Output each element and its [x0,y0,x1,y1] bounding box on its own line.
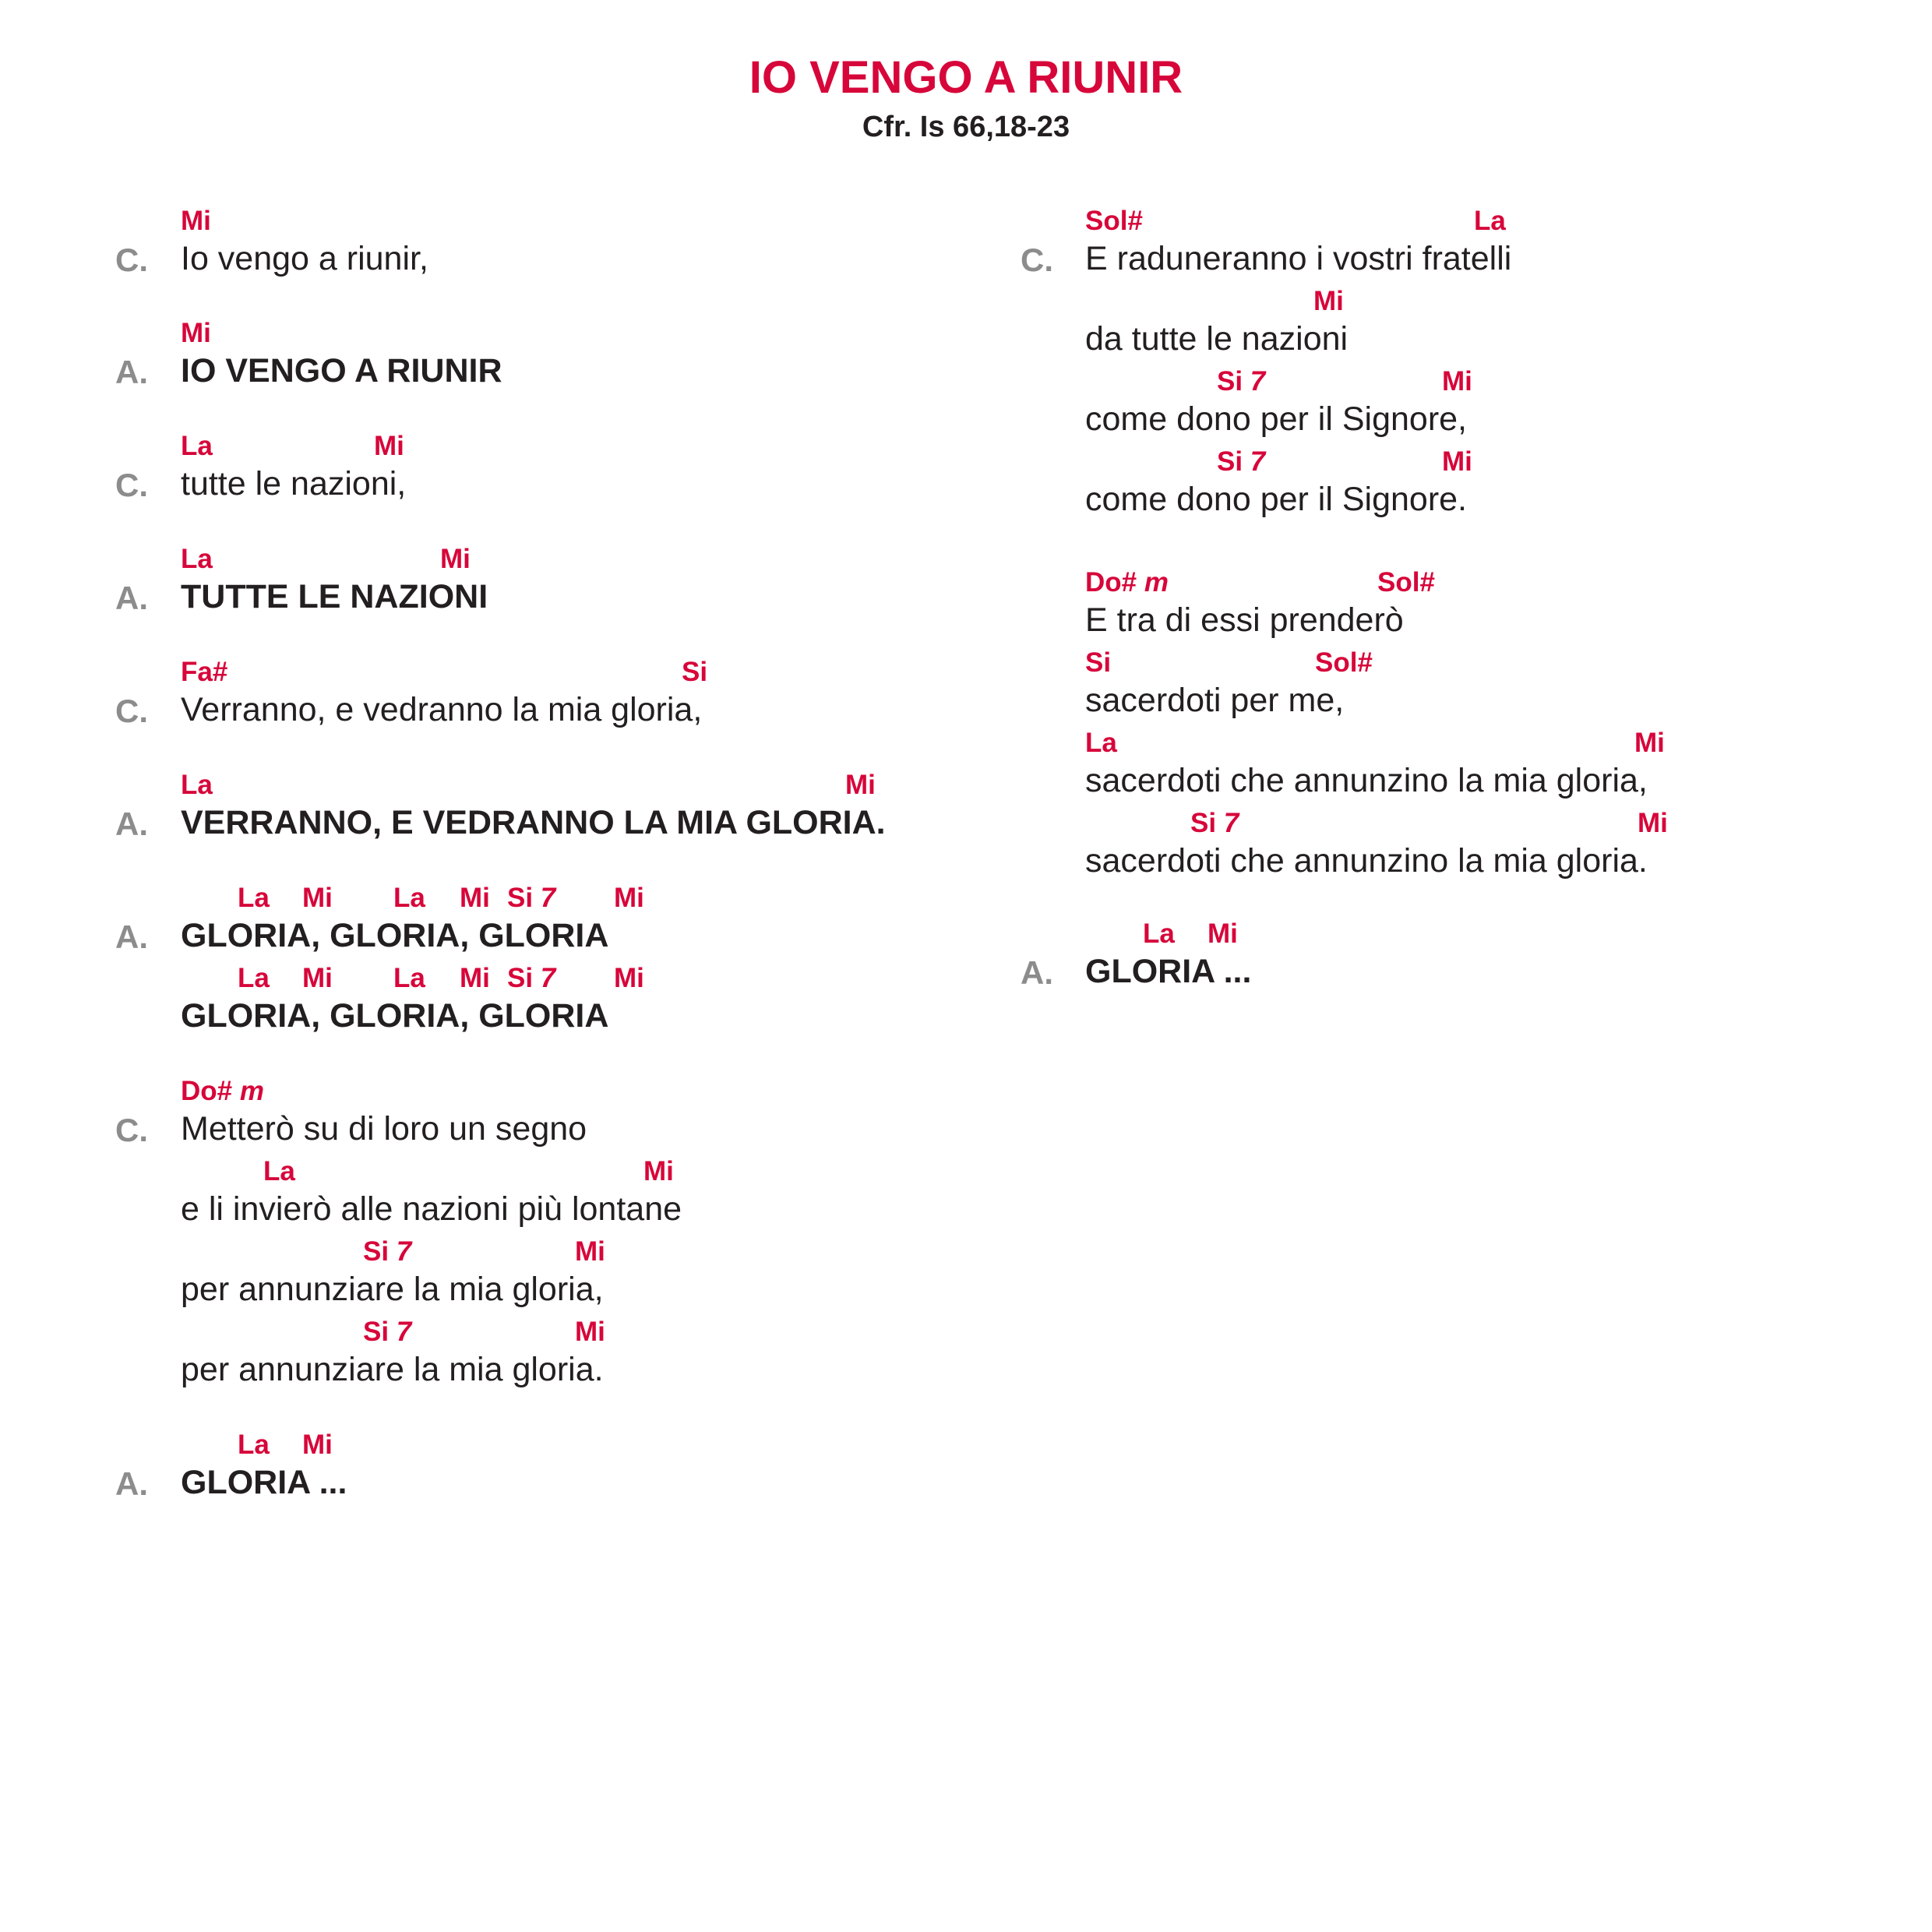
lyric-text: TUTTE LE NAZIONI [181,578,488,615]
chord-label: Mi [845,770,876,800]
chord-label: Mi [1442,366,1472,397]
chord-label: Si 7 [363,1317,412,1347]
chord-label: Mi [302,883,333,913]
lyric-text: come dono per il Signore. [1085,481,1468,518]
chord-label: La [1085,728,1117,758]
chord-label: La [181,431,213,461]
lyric-text: Io vengo a riunir, [181,240,428,277]
chord-label: Mi [1313,286,1344,316]
chord-label: La [393,963,425,993]
chord-label: Mi [1208,918,1238,949]
chord-label: Mi [460,963,490,993]
role-marker: C. [115,242,148,278]
chord-label: Sol# [1315,647,1373,678]
lyric-text: Metterò su di loro un segno [181,1110,587,1148]
chord-label: Mi [575,1317,605,1347]
chord-label: Mi [181,206,211,236]
chord-label: Sol# [1085,206,1143,236]
chord-label: La [393,883,425,913]
chord-label: Mi [1638,808,1668,838]
lyric-text: GLORIA ... [181,1464,347,1501]
chord-label: Si 7 [363,1236,412,1267]
chord-label: Si 7 [1190,808,1239,838]
role-marker: C. [115,693,148,729]
scripture-reference: Cfr. Is 66,18-23 [862,111,1070,143]
role-marker: A. [115,580,148,616]
chord-label: Mi [374,431,404,461]
lyric-text: come dono per il Signore, [1085,400,1468,438]
chord-label: La [181,770,213,800]
role-marker: A. [1021,954,1053,991]
chord-label: Si 7 [1217,366,1266,397]
chord-label: La [238,883,270,913]
lyric-text: sacerdoti che annunzino la mia gloria. [1085,842,1648,880]
chord-label: Sol# [1377,567,1435,598]
lyric-text: Verranno, e vedranno la mia gloria, [181,691,703,728]
chord-label: Mi [302,1430,333,1460]
role-marker: C. [115,1112,148,1148]
chord-label: Mi [440,544,471,574]
lyric-text: E raduneranno i vostri fratelli [1085,240,1512,277]
chord-label: La [238,963,270,993]
song-title: IO VENGO A RIUNIR [749,52,1183,103]
chord-label: Mi [614,963,644,993]
lyric-text: sacerdoti per me, [1085,682,1345,719]
lyric-text: tutte le nazioni, [181,465,407,502]
chord-label: Mi [1442,446,1472,477]
role-marker: A. [115,354,148,390]
chord-label: La [1143,918,1175,949]
role-marker: A. [115,1465,148,1502]
chord-label: Do# m [1085,567,1169,598]
lyric-text: VERRANNO, E VEDRANNO LA MIA GLORIA. [181,804,886,841]
chord-label: Si [682,657,708,687]
chord-label: Mi [614,883,644,913]
chord-label: Do# m [181,1076,264,1106]
lyric-text: E tra di essi prenderò [1085,601,1404,639]
chord-label: Mi [181,318,211,348]
chord-label: Mi [302,963,333,993]
role-marker: C. [115,467,148,503]
role-marker: A. [115,918,148,955]
chord-label: Fa# [181,657,228,687]
chord-label: Mi [1634,728,1665,758]
lyric-text: GLORIA, GLORIA, GLORIA [181,917,609,954]
role-marker: A. [115,806,148,842]
chord-label: Si 7 [507,883,556,913]
role-marker: C. [1021,242,1053,278]
chord-label: Mi [460,883,490,913]
chord-label: La [1474,206,1506,236]
chord-label: La [238,1430,270,1460]
chord-label: La [263,1156,295,1186]
chord-label: Si 7 [507,963,556,993]
lyric-text: per annunziare la mia gloria, [181,1271,604,1308]
lyric-text: da tutte le nazioni [1085,320,1349,358]
lyric-text: sacerdoti che annunzino la mia gloria, [1085,762,1648,799]
lyric-text: GLORIA, GLORIA, GLORIA [181,997,609,1035]
lyric-text: per annunziare la mia gloria. [181,1351,604,1388]
chord-label: La [181,544,213,574]
lyric-text: IO VENGO A RIUNIR [181,352,502,390]
lyric-text: e li invierò alle nazioni più lontane [181,1190,682,1228]
chord-label: Mi [575,1236,605,1267]
chord-label: Si [1085,647,1112,678]
chord-label: Mi [643,1156,674,1186]
lyric-text: GLORIA ... [1085,953,1252,990]
chord-label: Si 7 [1217,446,1266,477]
